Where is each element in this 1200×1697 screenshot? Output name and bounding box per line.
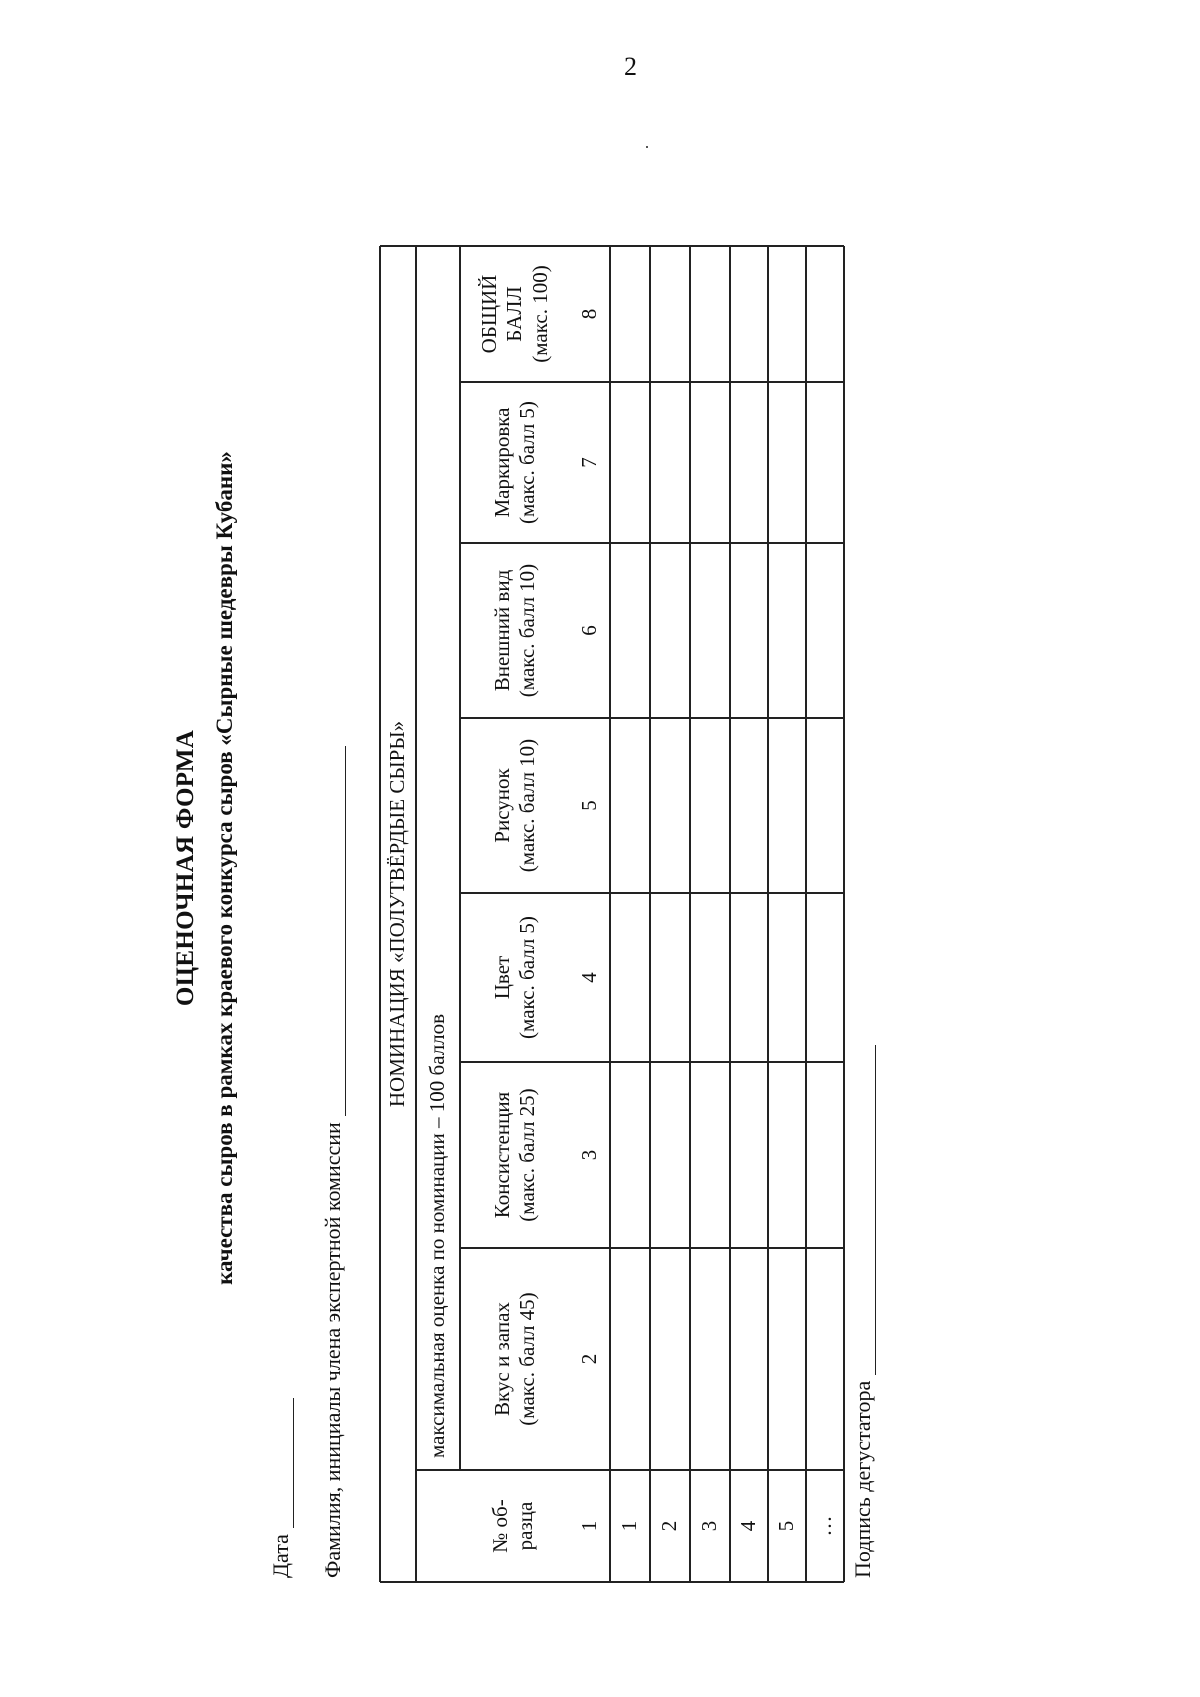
score-cell[interactable]: [768, 382, 806, 543]
score-cell[interactable]: [730, 246, 768, 382]
score-cell[interactable]: [690, 382, 730, 543]
member-name-label: Фамилия, инициалы члена экспертной комиссии: [320, 1122, 345, 1578]
landscape-form: [160, 138, 880, 1598]
column-header: Вкус и запах (макс. балл 45): [489, 1292, 539, 1426]
column-number: 7: [577, 457, 602, 468]
table-row-number: …: [812, 1515, 837, 1537]
column-number: 6: [577, 625, 602, 636]
score-cell[interactable]: [650, 893, 690, 1062]
column-header: Маркировка (макс. балл 5): [489, 401, 539, 524]
max-score-note: максимальная оценка по номинации – 100 баллов: [425, 1013, 450, 1458]
column-number: 2: [577, 1353, 602, 1365]
column-header: Внешний вид (макс. балл 10): [489, 563, 539, 698]
column-header: Консистенция (макс. балл 25): [489, 1088, 539, 1222]
score-cell[interactable]: [768, 543, 806, 718]
table-row-number: 4: [736, 1520, 761, 1532]
score-cell[interactable]: [690, 1062, 730, 1248]
column-number: 5: [577, 800, 602, 811]
column-number: 1: [577, 1520, 602, 1532]
score-cell[interactable]: [806, 382, 844, 543]
score-cell[interactable]: [610, 1248, 650, 1470]
score-cell[interactable]: [730, 1248, 768, 1470]
score-cell[interactable]: [806, 1248, 844, 1470]
page-number: 2: [624, 52, 637, 81]
score-cell[interactable]: [768, 718, 806, 893]
score-cell[interactable]: [768, 1062, 806, 1248]
score-cell[interactable]: [730, 893, 768, 1062]
sample-number-header: № об- разца: [487, 1499, 537, 1553]
form-title: ОЦЕНОЧНАЯ ФОРМА: [172, 729, 199, 1007]
score-cell[interactable]: [806, 1062, 844, 1248]
signature-label: Подпись дегустатора: [850, 1380, 875, 1578]
date-label: Дата: [268, 1534, 293, 1578]
column-header: Цвет (макс. балл 5): [489, 916, 539, 1039]
score-cell[interactable]: [806, 718, 844, 893]
score-cell[interactable]: [730, 718, 768, 893]
score-cell[interactable]: [610, 382, 650, 543]
score-cell[interactable]: [690, 718, 730, 893]
column-number: 4: [577, 972, 602, 983]
table-row-number: 3: [697, 1520, 722, 1532]
score-cell[interactable]: [610, 246, 650, 382]
score-cell[interactable]: [650, 543, 690, 718]
score-cell[interactable]: [806, 893, 844, 1062]
score-cell[interactable]: [768, 1248, 806, 1470]
score-cell[interactable]: [650, 1248, 690, 1470]
score-cell[interactable]: [690, 1248, 730, 1470]
score-cell[interactable]: [610, 893, 650, 1062]
score-cell[interactable]: [650, 382, 690, 543]
table-row-number: 5: [774, 1520, 799, 1532]
score-cell[interactable]: [806, 246, 844, 382]
score-cell[interactable]: [650, 246, 690, 382]
table-row-number: 2: [657, 1520, 682, 1532]
score-cell[interactable]: [690, 246, 730, 382]
column-number: 3: [577, 1149, 602, 1161]
evaluation-table: [160, 138, 885, 1598]
column-number: 8: [577, 308, 602, 320]
score-cell[interactable]: [610, 1062, 650, 1248]
score-cell[interactable]: [730, 543, 768, 718]
score-cell[interactable]: [806, 543, 844, 718]
score-cell[interactable]: [690, 893, 730, 1062]
score-cell[interactable]: [730, 1062, 768, 1248]
form-subtitle: качества сыров в рамках краевого конкурса сыров «Сырные шедевры Кубани»: [212, 451, 237, 1285]
score-cell[interactable]: [768, 246, 806, 382]
nomination-title: НОМИНАЦИЯ «ПОЛУТВЁРДЫЕ СЫРЫ»: [385, 720, 410, 1108]
column-header: ОБЩИЙ БАЛЛ (макс. 100): [477, 265, 552, 363]
column-header: Рисунок (макс. балл 10): [489, 738, 539, 873]
score-cell[interactable]: [690, 543, 730, 718]
score-cell[interactable]: [730, 382, 768, 543]
score-cell[interactable]: [650, 1062, 690, 1248]
score-cell[interactable]: [650, 718, 690, 893]
score-cell[interactable]: [768, 893, 806, 1062]
score-cell[interactable]: [610, 543, 650, 718]
table-row-number: 1: [617, 1520, 642, 1532]
score-cell[interactable]: [610, 718, 650, 893]
